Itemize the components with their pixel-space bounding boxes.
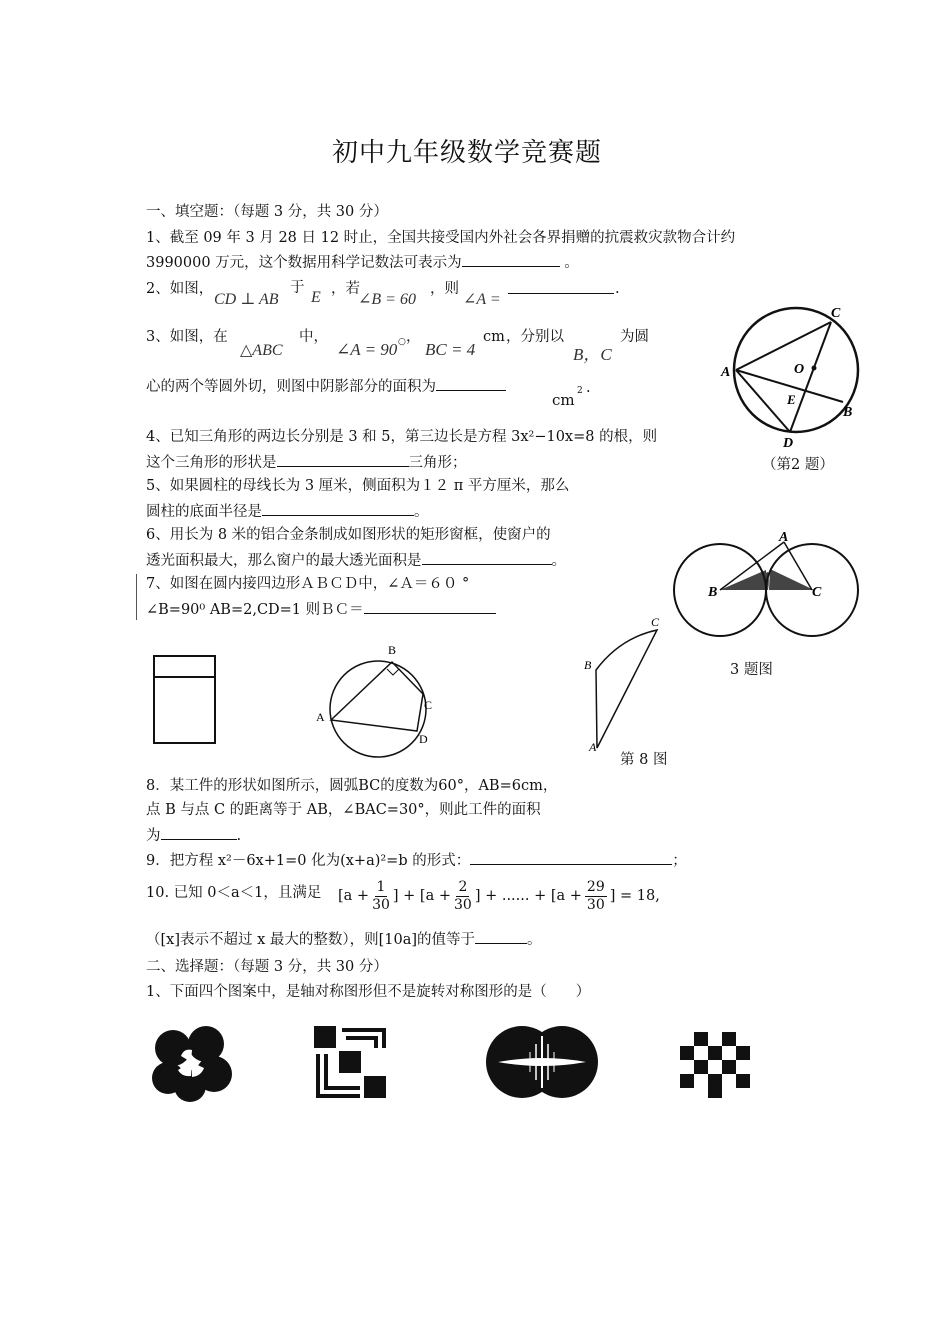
fig3-shaded-right <box>769 569 814 590</box>
q7-line1: 7、如图在圆内接四边形ＡＢＣＤ中，∠Ａ＝６０ ° <box>146 576 470 592</box>
fig2-label-e: E <box>787 392 796 407</box>
fig3-caption: 3 题图 <box>730 662 773 678</box>
q10-expr-part-b: ] + [a + <box>392 888 451 904</box>
section2-q1: 1、下面四个图案中，是轴对称图形但不是旋转对称图形的是（ ） <box>146 984 591 1000</box>
fig2-caption: （第2 题） <box>762 457 834 473</box>
q3-cm: cm <box>483 329 505 345</box>
q10-line1: 10. 已知 0＜a＜1，且满足 <box>146 885 322 901</box>
page-title: 初中九年级数学竞赛题 <box>332 138 603 168</box>
q3-weiyuan: 为圆 <box>620 329 649 345</box>
q8-line3: 为 . <box>146 825 241 846</box>
q2-yu: 于 <box>290 280 305 296</box>
fig8-label-b: B <box>584 658 592 672</box>
q5-line2: 圆柱的底面半径是 。 <box>146 501 429 522</box>
fig7-label-c: C <box>424 698 433 712</box>
q8-line2: 点 B 与点 C 的距离等于 AB，∠BAC=30°，则此工件的面积 <box>146 802 541 818</box>
q3-triangle: △ABC <box>240 342 283 359</box>
q10-line2: （[x]表示不超过 x 最大的整数），则[10a]的值等于 。 <box>146 929 542 950</box>
q10-expression <box>338 874 660 918</box>
q2-angle-a: ∠A = <box>463 291 501 308</box>
figure-q7-quadrilateral <box>312 641 442 761</box>
q3-line2: 心的两个等圆外切，则图中阴影部分的面积为 <box>146 376 506 397</box>
q4-line2: 这个三角形的形状是 三角形； <box>146 452 467 473</box>
q10-expr-part-a: [a + <box>338 888 370 904</box>
q3-unit: cm <box>552 391 575 409</box>
q6-line1: 6、用长为 8 米的铝合金条制成如图形状的矩形窗框，使窗户的 <box>146 527 551 543</box>
q6-line2: 透光面积最大，那么窗户的最大透光面积是 。 <box>146 550 566 571</box>
fig2-label-a: A <box>721 365 731 380</box>
option-figure-2-squares <box>312 1024 390 1100</box>
fig2-label-d: D <box>783 436 794 450</box>
figure-q8-workpiece <box>580 612 670 762</box>
option-figure-3-circles <box>484 1024 600 1100</box>
margin-bar <box>136 574 137 620</box>
figure-q2-circle <box>718 300 868 450</box>
fig8-caption: 第 8 图 <box>620 752 668 768</box>
fig8-label-c: C <box>651 615 660 629</box>
fig6-frame <box>154 656 215 743</box>
q10-expr-part-c: ] + ...... + [a + <box>474 888 582 904</box>
q10-fraction-1: $\frac{1}{30}$ <box>372 878 390 913</box>
q2-ze: ，则 <box>430 281 459 297</box>
q2-label: 2、如图， <box>146 281 214 297</box>
q3-comma: ， <box>406 329 421 345</box>
q3-end: . <box>586 380 591 396</box>
section1-header: 一、填空题：（每题 3 分，共 30 分） <box>146 204 388 220</box>
q4-line1: 4、已知三角形的两边长分别是 3 和 5，第三边长是方程 3x²−10x=8 的根，则 <box>146 429 658 445</box>
fig2-label-c: C <box>831 306 841 321</box>
q7-line2: ∠B=90⁰ AB=2,CD=1 则ＢＣ＝ <box>146 599 496 620</box>
fig3-label-b: B <box>708 585 718 600</box>
q1-line1: 1、截至 09 年 3 月 28 日 12 时止，全国共接受国内外社会各界捐赠的抗震救灾款物合计约 <box>146 230 736 246</box>
q3-points-bc: B，C <box>573 345 612 364</box>
q2-point-e: E <box>311 289 321 306</box>
fig8-label-a: A <box>589 740 597 754</box>
fig3-label-a: A <box>779 530 789 545</box>
section2-header: 二、选择题：（每题 3 分，共 30 分） <box>146 959 388 975</box>
fig2-label-b: B <box>843 405 853 420</box>
q3-fenbie: ，分别以 <box>506 329 564 345</box>
fig7-label-a: A <box>316 710 325 724</box>
q3-zhong: 中， <box>299 329 328 345</box>
option-figure-1-trefoil <box>148 1020 234 1106</box>
fig2-center-dot <box>812 366 817 371</box>
q1-line2: 3990000 万元，这个数据用科学记数法可表示为 。 <box>146 252 579 273</box>
figure-q6-window <box>152 654 218 746</box>
q2-end: . <box>615 281 620 297</box>
q2-answer-blank[interactable] <box>508 293 614 294</box>
q9-line: 9．把方程 x²－6x+1=0 化为(x+a)²=b 的形式： ； <box>146 850 687 871</box>
q3-degree: ○ <box>398 337 406 347</box>
q3-unit-sup: 2 <box>577 386 583 396</box>
fig8-shape <box>596 630 657 748</box>
q2-ruo: ，若 <box>331 281 360 297</box>
fig2-label-o: O <box>794 362 805 377</box>
q8-line1: 8．某工件的形状如图所示，圆弧BC的度数为60°，AB=6cm， <box>146 778 558 794</box>
q10-expr-part-d: ] = 18, <box>609 888 660 904</box>
q10-fraction-3: $\frac{29}{30}$ <box>586 878 605 913</box>
fig7-right-angle-mark <box>387 669 399 675</box>
q5-line1: 5、如果圆柱的母线长为 3 厘米，侧面积为１２ π 平方厘米，那么 <box>146 478 570 494</box>
fig7-label-b: B <box>388 643 397 657</box>
fig7-label-d: D <box>419 732 428 746</box>
q3-label: 3、如图，在 <box>146 329 228 345</box>
q2-cd-perp-ab: CD ⊥ AB <box>214 291 279 308</box>
q3-bc: BC = 4 <box>425 340 476 359</box>
fig3-label-c: C <box>812 585 822 600</box>
figure-q3-circles <box>672 524 862 639</box>
option-figure-4-checkers <box>678 1024 758 1100</box>
q2-angle-b: ∠B = 60 <box>358 291 416 308</box>
q10-fraction-2: $\frac{2}{30}$ <box>453 878 472 913</box>
q3-angle-a: ∠A = 90 <box>336 340 398 359</box>
